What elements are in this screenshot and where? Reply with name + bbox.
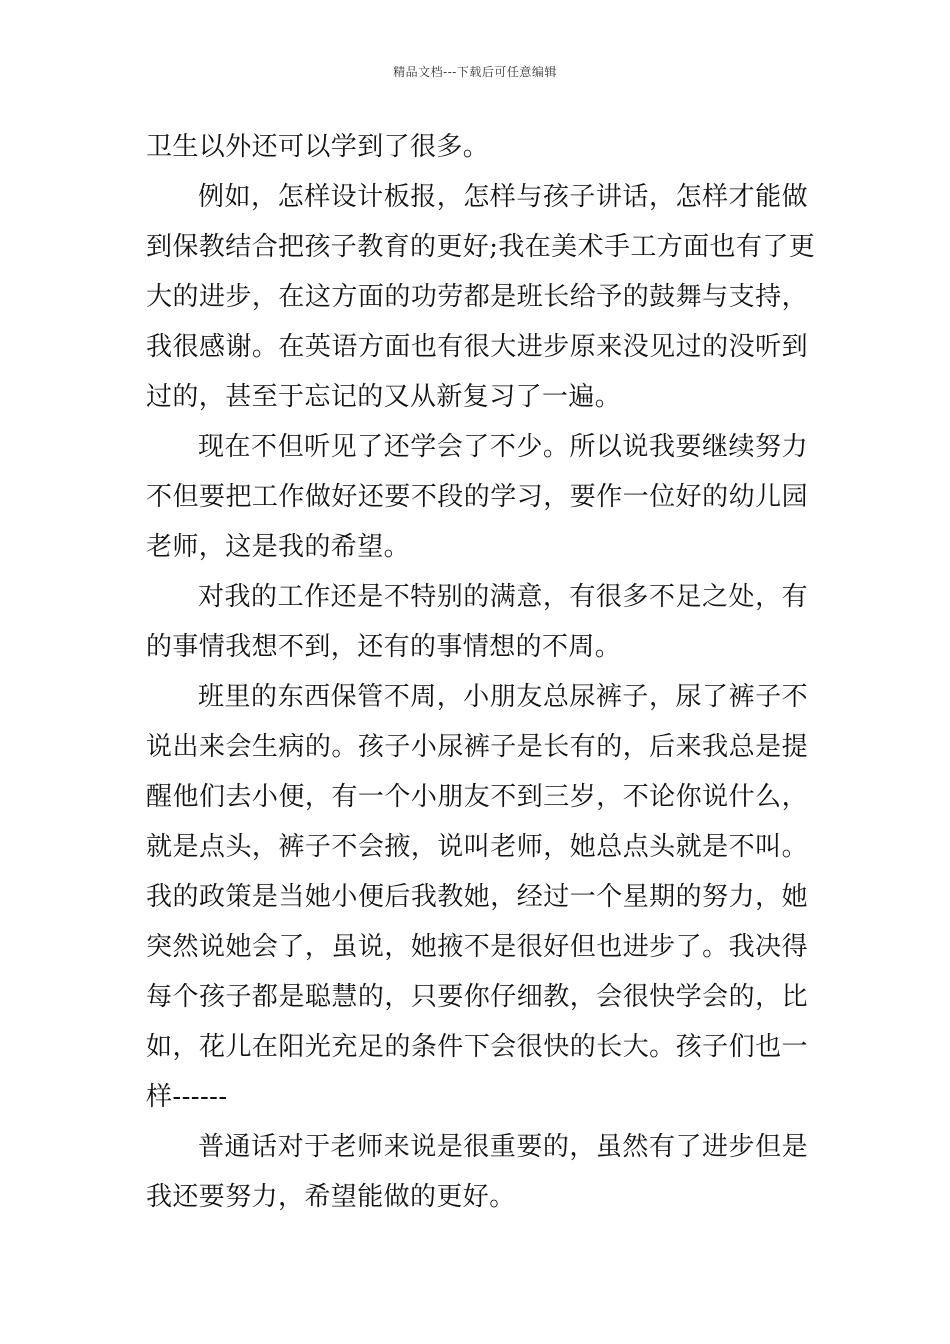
text-line: 过的，甚至于忘记的又从新复习了一遍。 [146,382,622,412]
paragraph [146,122,808,172]
text-line: 如，花儿在阳光充足的条件下会很快的长大。孩子们也一 [146,1032,808,1062]
text-line: 例如，怎样设计板报，怎样与孩子讲话，怎样才能做 [198,182,808,212]
text-line: 卫生以外还可以学到了很多。 [146,132,490,162]
paragraph [146,572,808,672]
text-line: 说出来会生病的。孩子小尿裤子是长有的，后来我总是提 [146,732,808,762]
text-line: 突然说她会了，虽说，她掖不是很好但也进步了。我决得 [146,932,808,962]
paragraph [146,422,808,572]
text-line: 每个孩子都是聪慧的，只要你仔细教，会很快学会的，比 [146,982,808,1012]
text-line: 普通话对于老师来说是很重要的，虽然有了进步但是 [198,1132,808,1162]
text-line: 不但要把工作做好还要不段的学习，要作一位好的幼儿园 [146,482,808,512]
text-line: 现在不但听见了还学会了不少。所以说我要继续努力 [198,432,808,462]
text-line: 对我的工作还是不特别的满意，有很多不足之处，有 [198,582,808,612]
text-line: 班里的东西保管不周，小朋友总尿裤子，尿了裤子不 [198,682,808,712]
text-line: 我还要努力，希望能做的更好。 [146,1182,516,1212]
text-line: 我很感谢。在英语方面也有很大进步原来没见过的没听到 [146,332,808,362]
paragraph [146,172,816,422]
text-line: 就是点头，裤子不会掖，说叫老师，她总点头就是不叫。 [146,832,808,862]
text-line: 我的政策是当她小便后我教她，经过一个星期的努力，她 [146,882,808,912]
text-line: 到保教结合把孩子教育的更好;我在美术手工方面也有了更 [146,232,816,262]
document-body [146,122,816,1222]
paragraph [146,1122,808,1222]
text-line: 老师，这是我的希望。 [146,532,411,562]
text-line: 大的进步，在这方面的功劳都是班长给予的鼓舞与支持， [146,282,808,312]
paragraph [146,672,808,1122]
text-line: 样------ [146,1082,228,1112]
text-line: 醒他们去小便，有一个小朋友不到三岁，不论你说什么， [146,782,808,812]
text-line: 的事情我想不到，还有的事情想的不周。 [146,632,622,662]
page-header: 精品文档---下载后可任意编辑 [393,65,557,79]
